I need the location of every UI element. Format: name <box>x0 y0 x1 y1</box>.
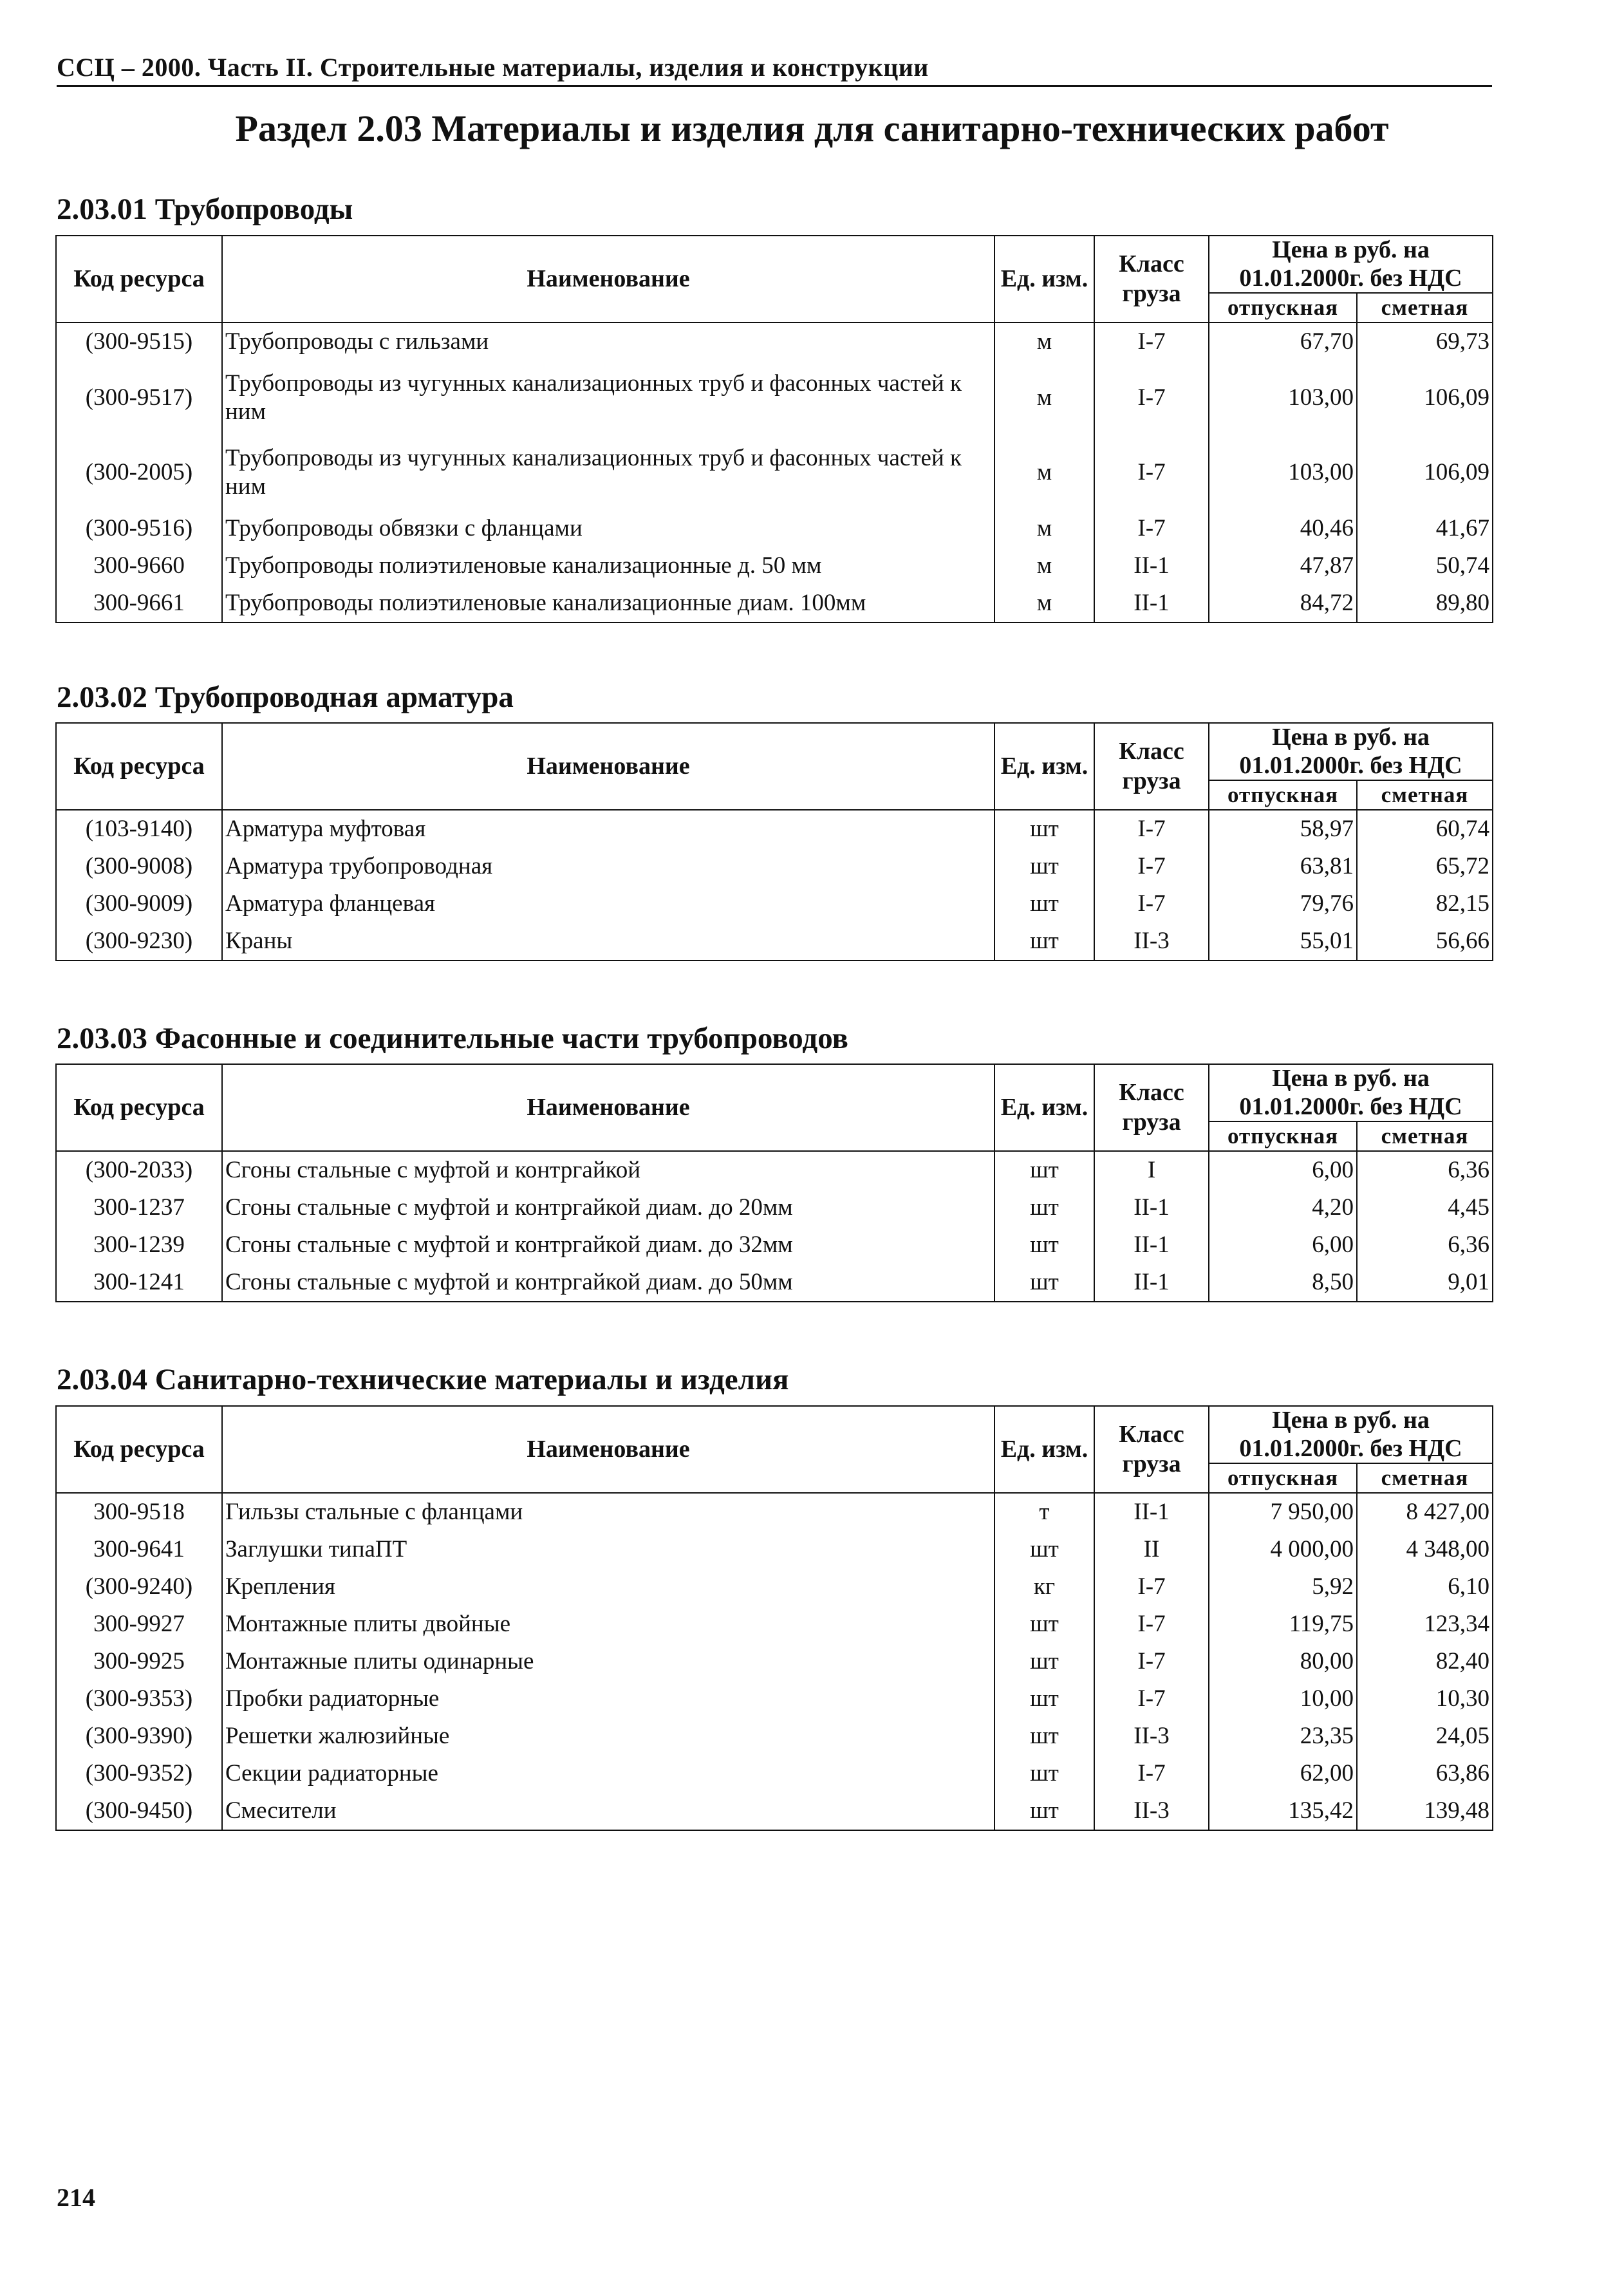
freight-class: II-1 <box>1094 547 1209 585</box>
table-row <box>56 1264 1493 1302</box>
running-head: ССЦ – 2000. Часть II. Строительные материалы, изделия и конструкции <box>57 53 1492 87</box>
freight-class: I <box>1094 1151 1209 1189</box>
release-price: 23,35 <box>1209 1718 1357 1755</box>
col-header-class: Класс груза <box>1094 236 1209 323</box>
release-price: 103,00 <box>1209 435 1357 510</box>
resource-code: (300-9352) <box>56 1755 222 1792</box>
freight-class: II-1 <box>1094 1493 1209 1531</box>
release-price: 5,92 <box>1209 1568 1357 1606</box>
table-row <box>56 885 1493 923</box>
item-name: Арматура фланцевая <box>222 885 994 923</box>
table-row <box>56 848 1493 885</box>
item-name: Смесители <box>222 1792 994 1830</box>
freight-class: I-7 <box>1094 1680 1209 1718</box>
unit: шт <box>994 848 1094 885</box>
resource-code: (300-9450) <box>56 1792 222 1830</box>
freight-class: I-7 <box>1094 1606 1209 1643</box>
unit: шт <box>994 923 1094 960</box>
item-name: Заглушки типаПТ <box>222 1531 994 1568</box>
unit: т <box>994 1493 1094 1531</box>
item-name: Трубопроводы полиэтиленовые канализационные д. 50 мм <box>222 547 994 585</box>
freight-class: II-1 <box>1094 1264 1209 1302</box>
table-row <box>56 435 1493 510</box>
col-header-unit: Ед. изм. <box>994 236 1094 323</box>
item-name: Сгоны стальные с муфтой и контргайкой диам. до 20мм <box>222 1189 994 1226</box>
item-name: Краны <box>222 923 994 960</box>
price-table <box>55 1405 1493 1831</box>
item-name: Арматура муфтовая <box>222 810 994 848</box>
col-header-release: отпускная <box>1209 1463 1357 1493</box>
freight-class: I-7 <box>1094 435 1209 510</box>
item-name: Пробки радиаторные <box>222 1680 994 1718</box>
release-price: 103,00 <box>1209 361 1357 435</box>
unit: м <box>994 547 1094 585</box>
estimate-price: 139,48 <box>1357 1792 1493 1830</box>
subsection-title: 2.03.02 Трубопроводная арматура <box>57 680 514 714</box>
item-name: Трубопроводы из чугунных канализационных труб и фасонных частей к ним <box>222 361 994 435</box>
item-name: Трубопроводы полиэтиленовые канализационные диам. 100мм <box>222 585 994 623</box>
table-row <box>56 1151 1493 1189</box>
freight-class: II-1 <box>1094 585 1209 623</box>
unit: кг <box>994 1568 1094 1606</box>
estimate-price: 50,74 <box>1357 547 1493 585</box>
freight-class: I-7 <box>1094 1643 1209 1680</box>
table-row <box>56 547 1493 585</box>
unit: шт <box>994 1606 1094 1643</box>
col-header-class: Класс груза <box>1094 1406 1209 1493</box>
col-header-unit: Ед. изм. <box>994 723 1094 810</box>
col-header-class: Класс груза <box>1094 1064 1209 1151</box>
freight-class: I-7 <box>1094 848 1209 885</box>
unit: м <box>994 435 1094 510</box>
freight-class: I-7 <box>1094 510 1209 547</box>
resource-code: (300-9008) <box>56 848 222 885</box>
resource-code: (300-2033) <box>56 1151 222 1189</box>
freight-class: II-1 <box>1094 1189 1209 1226</box>
unit: м <box>994 510 1094 547</box>
unit: м <box>994 361 1094 435</box>
table-row <box>56 1792 1493 1830</box>
estimate-price: 6,10 <box>1357 1568 1493 1606</box>
col-header-unit: Ед. изм. <box>994 1406 1094 1493</box>
col-header-code: Код ресурса <box>56 1064 222 1151</box>
item-name: Сгоны стальные с муфтой и контргайкой диам. до 32мм <box>222 1226 994 1264</box>
release-price: 6,00 <box>1209 1226 1357 1264</box>
col-header-release: отпускная <box>1209 1121 1357 1151</box>
item-name: Трубопроводы из чугунных канализационных труб и фасонных частей к ним <box>222 435 994 510</box>
release-price: 84,72 <box>1209 585 1357 623</box>
estimate-price: 106,09 <box>1357 361 1493 435</box>
release-price: 7 950,00 <box>1209 1493 1357 1531</box>
page-number: 214 <box>57 2183 95 2212</box>
estimate-price: 6,36 <box>1357 1226 1493 1264</box>
estimate-price: 10,30 <box>1357 1680 1493 1718</box>
resource-code: 300-9641 <box>56 1531 222 1568</box>
col-header-code: Код ресурса <box>56 236 222 323</box>
item-name: Сгоны стальные с муфтой и контргайкой диам. до 50мм <box>222 1264 994 1302</box>
freight-class: II-3 <box>1094 1792 1209 1830</box>
resource-code: (300-9009) <box>56 885 222 923</box>
subsection-title: 2.03.01 Трубопроводы <box>57 192 353 226</box>
estimate-price: 69,73 <box>1357 323 1493 361</box>
col-header-estimate: сметная <box>1357 780 1493 810</box>
release-price: 47,87 <box>1209 547 1357 585</box>
release-price: 79,76 <box>1209 885 1357 923</box>
release-price: 62,00 <box>1209 1755 1357 1792</box>
item-name: Арматура трубопроводная <box>222 848 994 885</box>
estimate-price: 82,15 <box>1357 885 1493 923</box>
estimate-price: 4,45 <box>1357 1189 1493 1226</box>
table-row <box>56 1531 1493 1568</box>
col-header-unit: Ед. изм. <box>994 1064 1094 1151</box>
col-header-release: отпускная <box>1209 293 1357 323</box>
freight-class: I-7 <box>1094 361 1209 435</box>
col-header-name: Наименование <box>222 1064 994 1151</box>
table-row <box>56 1718 1493 1755</box>
unit: шт <box>994 1531 1094 1568</box>
table-row <box>56 810 1493 848</box>
estimate-price: 106,09 <box>1357 435 1493 510</box>
release-price: 135,42 <box>1209 1792 1357 1830</box>
freight-class: I-7 <box>1094 323 1209 361</box>
col-header-name: Наименование <box>222 1406 994 1493</box>
table-row <box>56 361 1493 435</box>
estimate-price: 24,05 <box>1357 1718 1493 1755</box>
resource-code: (300-9230) <box>56 923 222 960</box>
item-name: Монтажные плиты одинарные <box>222 1643 994 1680</box>
unit: шт <box>994 1264 1094 1302</box>
release-price: 8,50 <box>1209 1264 1357 1302</box>
resource-code: (300-9516) <box>56 510 222 547</box>
item-name: Трубопроводы с гильзами <box>222 323 994 361</box>
col-header-price: Цена в руб. на 01.01.2000г. без НДС <box>1209 236 1493 293</box>
release-price: 58,97 <box>1209 810 1357 848</box>
unit: шт <box>994 1680 1094 1718</box>
estimate-price: 60,74 <box>1357 810 1493 848</box>
item-name: Решетки жалюзийные <box>222 1718 994 1755</box>
estimate-price: 89,80 <box>1357 585 1493 623</box>
table-row <box>56 1680 1493 1718</box>
unit: шт <box>994 1792 1094 1830</box>
freight-class: II-3 <box>1094 1718 1209 1755</box>
release-price: 4 000,00 <box>1209 1531 1357 1568</box>
col-header-class: Класс груза <box>1094 723 1209 810</box>
freight-class: II-3 <box>1094 923 1209 960</box>
estimate-price: 6,36 <box>1357 1151 1493 1189</box>
unit: шт <box>994 1151 1094 1189</box>
unit: шт <box>994 1718 1094 1755</box>
unit: шт <box>994 1189 1094 1226</box>
table-row <box>56 323 1493 361</box>
freight-class: II-1 <box>1094 1226 1209 1264</box>
freight-class: II <box>1094 1531 1209 1568</box>
col-header-name: Наименование <box>222 723 994 810</box>
table-row <box>56 923 1493 960</box>
unit: м <box>994 323 1094 361</box>
estimate-price: 123,34 <box>1357 1606 1493 1643</box>
subsection-title: 2.03.03 Фасонные и соединительные части трубопроводов <box>57 1022 848 1055</box>
resource-code: 300-9927 <box>56 1606 222 1643</box>
resource-code: (300-9353) <box>56 1680 222 1718</box>
item-name: Гильзы стальные с фланцами <box>222 1493 994 1531</box>
table-row <box>56 1568 1493 1606</box>
freight-class: I-7 <box>1094 1755 1209 1792</box>
estimate-price: 9,01 <box>1357 1264 1493 1302</box>
col-header-estimate: сметная <box>1357 293 1493 323</box>
estimate-price: 65,72 <box>1357 848 1493 885</box>
price-table <box>55 235 1493 623</box>
col-header-release: отпускная <box>1209 780 1357 810</box>
release-price: 10,00 <box>1209 1680 1357 1718</box>
unit: шт <box>994 1643 1094 1680</box>
unit: шт <box>994 1755 1094 1792</box>
estimate-price: 41,67 <box>1357 510 1493 547</box>
estimate-price: 63,86 <box>1357 1755 1493 1792</box>
subsection-title: 2.03.04 Санитарно-технические материалы и изделия <box>57 1363 789 1396</box>
col-header-name: Наименование <box>222 236 994 323</box>
resource-code: 300-9925 <box>56 1643 222 1680</box>
item-name: Монтажные плиты двойные <box>222 1606 994 1643</box>
unit: шт <box>994 810 1094 848</box>
resource-code: (300-9517) <box>56 361 222 435</box>
col-header-price: Цена в руб. на 01.01.2000г. без НДС <box>1209 1064 1493 1121</box>
resource-code: 300-1241 <box>56 1264 222 1302</box>
estimate-price: 8 427,00 <box>1357 1493 1493 1531</box>
table-row <box>56 1755 1493 1792</box>
col-header-price: Цена в руб. на 01.01.2000г. без НДС <box>1209 723 1493 780</box>
resource-code: (103-9140) <box>56 810 222 848</box>
col-header-code: Код ресурса <box>56 1406 222 1493</box>
item-name: Секции радиаторные <box>222 1755 994 1792</box>
release-price: 119,75 <box>1209 1606 1357 1643</box>
release-price: 55,01 <box>1209 923 1357 960</box>
resource-code: 300-1237 <box>56 1189 222 1226</box>
release-price: 67,70 <box>1209 323 1357 361</box>
estimate-price: 4 348,00 <box>1357 1531 1493 1568</box>
release-price: 4,20 <box>1209 1189 1357 1226</box>
table-row <box>56 1493 1493 1531</box>
unit: м <box>994 585 1094 623</box>
estimate-price: 82,40 <box>1357 1643 1493 1680</box>
release-price: 40,46 <box>1209 510 1357 547</box>
section-title: Раздел 2.03 Материалы и изделия для санитарно-технических работ <box>235 108 1389 149</box>
release-price: 6,00 <box>1209 1151 1357 1189</box>
col-header-price: Цена в руб. на 01.01.2000г. без НДС <box>1209 1406 1493 1463</box>
col-header-code: Код ресурса <box>56 723 222 810</box>
item-name: Сгоны стальные с муфтой и контргайкой <box>222 1151 994 1189</box>
freight-class: I-7 <box>1094 885 1209 923</box>
resource-code: 300-9661 <box>56 585 222 623</box>
unit: шт <box>994 1226 1094 1264</box>
price-table <box>55 722 1493 961</box>
col-header-estimate: сметная <box>1357 1463 1493 1493</box>
item-name: Трубопроводы обвязки с фланцами <box>222 510 994 547</box>
resource-code: (300-9390) <box>56 1718 222 1755</box>
table-row <box>56 1226 1493 1264</box>
table-row <box>56 1643 1493 1680</box>
release-price: 63,81 <box>1209 848 1357 885</box>
freight-class: I-7 <box>1094 810 1209 848</box>
table-row <box>56 1606 1493 1643</box>
table-row <box>56 585 1493 623</box>
table-row <box>56 510 1493 547</box>
resource-code: 300-9518 <box>56 1493 222 1531</box>
resource-code: (300-2005) <box>56 435 222 510</box>
resource-code: 300-9660 <box>56 547 222 585</box>
freight-class: I-7 <box>1094 1568 1209 1606</box>
price-table <box>55 1064 1493 1302</box>
table-row <box>56 1189 1493 1226</box>
resource-code: (300-9240) <box>56 1568 222 1606</box>
resource-code: (300-9515) <box>56 323 222 361</box>
release-price: 80,00 <box>1209 1643 1357 1680</box>
estimate-price: 56,66 <box>1357 923 1493 960</box>
item-name: Крепления <box>222 1568 994 1606</box>
unit: шт <box>994 885 1094 923</box>
col-header-estimate: сметная <box>1357 1121 1493 1151</box>
resource-code: 300-1239 <box>56 1226 222 1264</box>
